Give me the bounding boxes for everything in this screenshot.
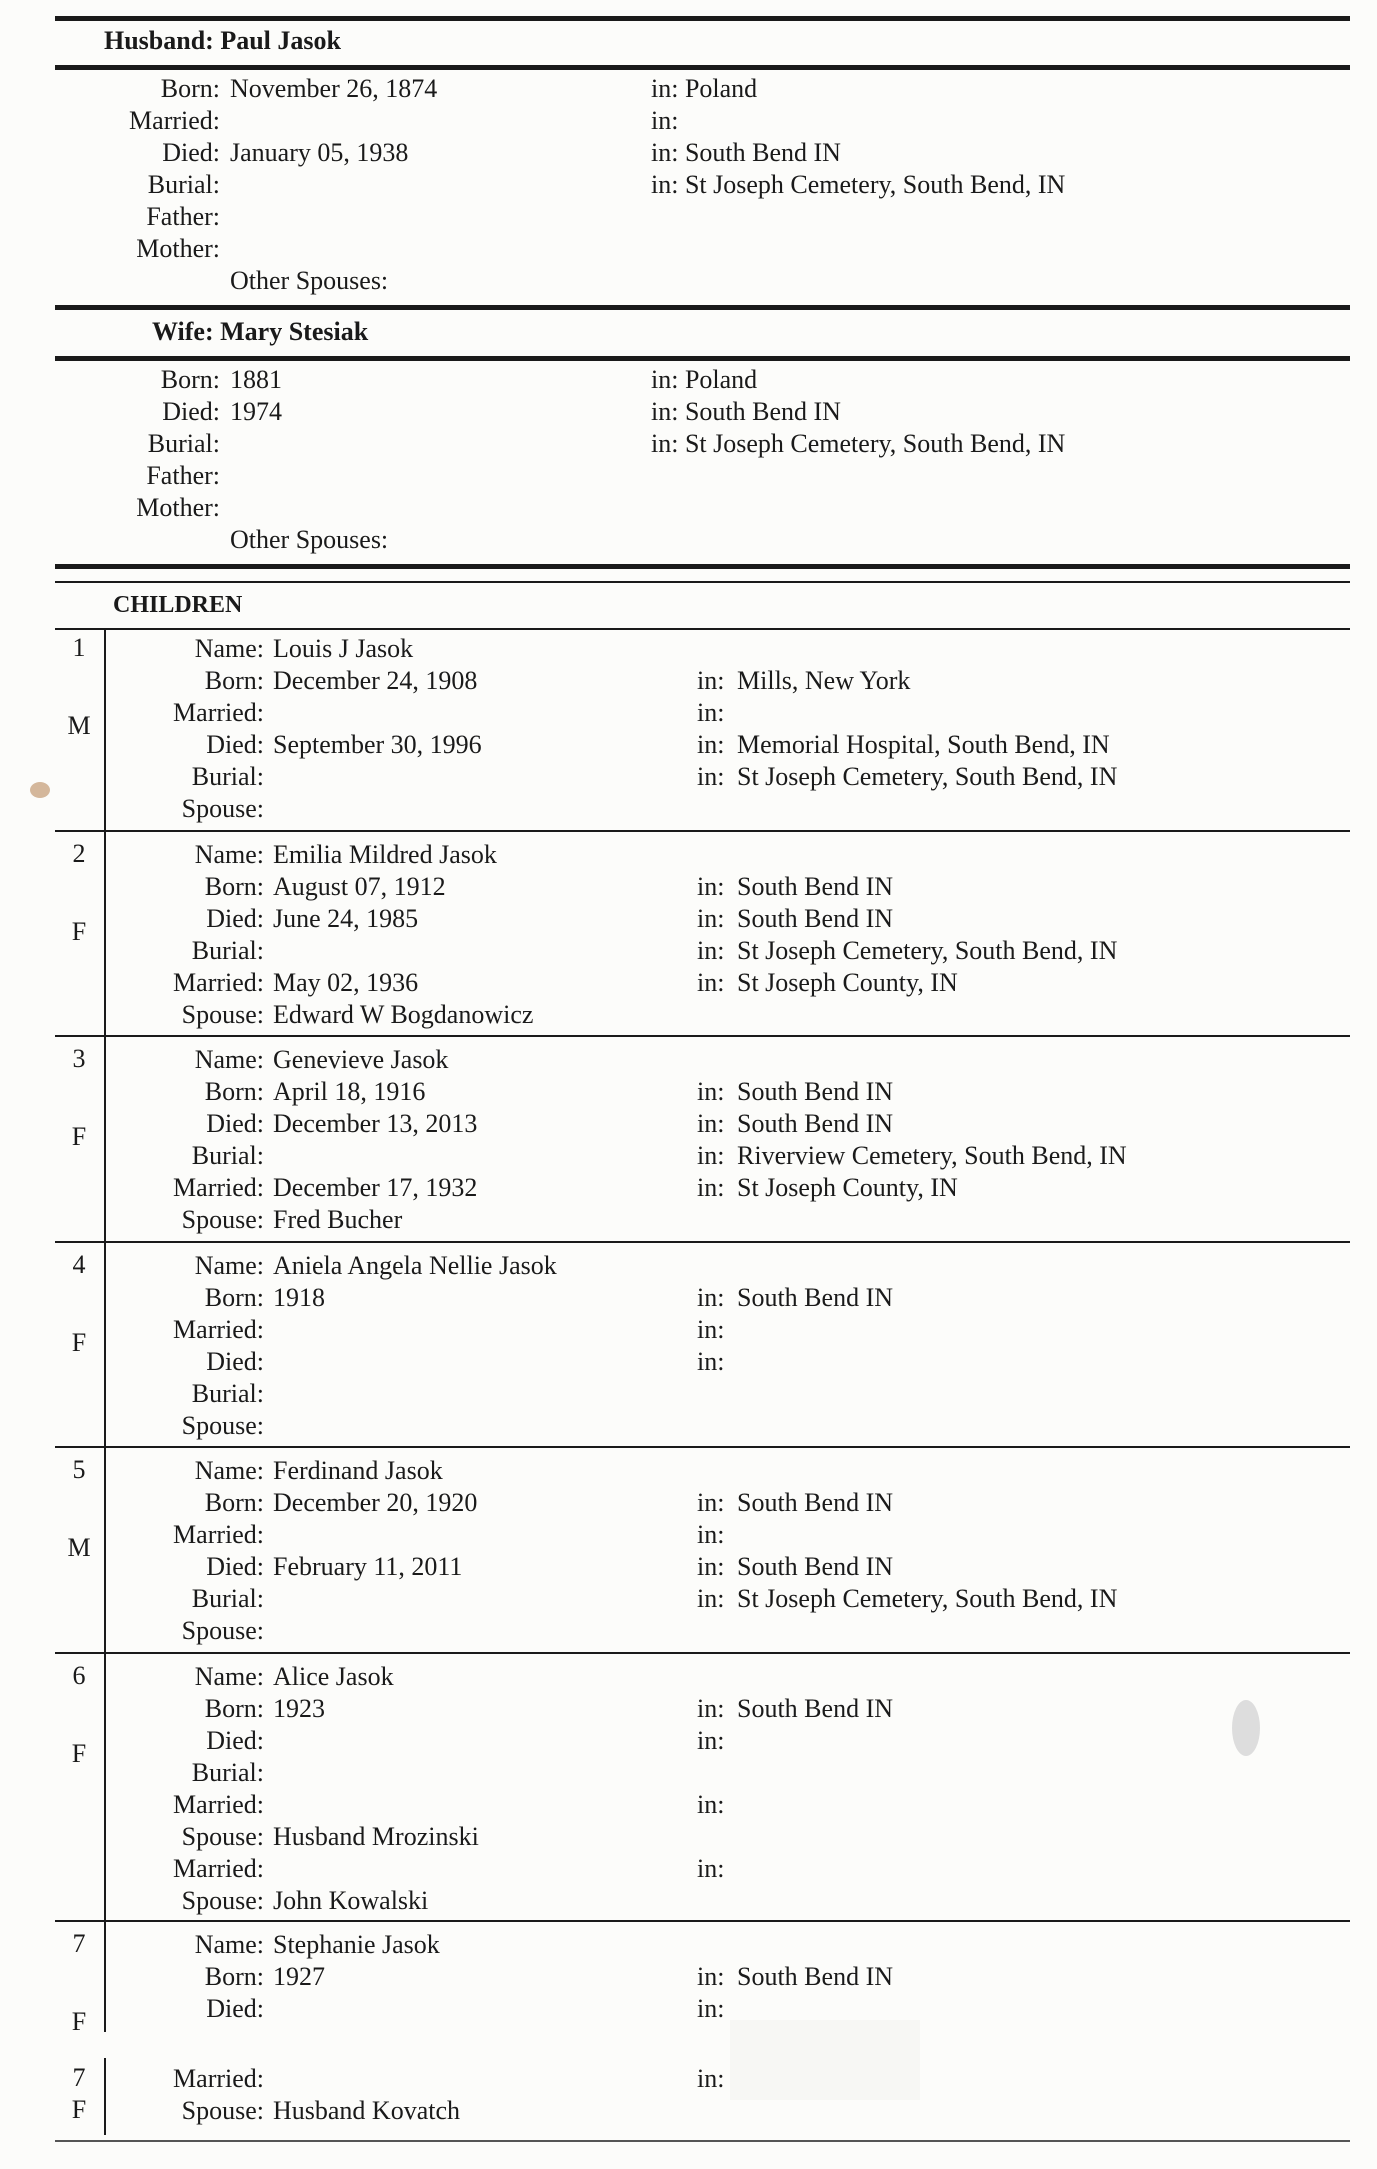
child-field-in-label: in: (697, 1584, 725, 1613)
child-field-label: Died: (206, 1347, 264, 1376)
child-field-in-label: in: (697, 1488, 725, 1517)
child-field-in-label: in: (697, 872, 725, 901)
child-field-place: South Bend IN (737, 1077, 893, 1106)
child-field-label: Spouse: (181, 1822, 264, 1851)
child-field-label: Name: (194, 1045, 264, 1074)
husband-born-place: Poland (684, 74, 758, 103)
children-heading: CHILDREN (113, 592, 243, 618)
husband-married-label: Married: (129, 106, 220, 135)
child-field-place: South Bend IN (737, 1552, 893, 1581)
child-field-in-label: in: (697, 730, 725, 759)
child-field-label: Died: (206, 1109, 264, 1138)
child-sex: M (67, 711, 91, 740)
child-field-place: South Bend IN (737, 1694, 893, 1723)
child-field-in-label: in: (697, 1109, 725, 1138)
husband-heading (104, 25, 341, 57)
child-sex: M (67, 1533, 91, 1562)
child-number: 1 (72, 633, 86, 662)
child-field-label: Name: (194, 1456, 264, 1485)
child-sex: F (71, 1328, 87, 1357)
child-field-in-label: in: (697, 666, 725, 695)
child-sex: F (71, 1122, 87, 1151)
top-rule (55, 16, 1350, 21)
child-field-label: Died: (206, 730, 264, 759)
child-field-value: Fred Bucher (273, 1205, 403, 1234)
child-number: 5 (72, 1455, 86, 1484)
child-field-label: Name: (194, 840, 264, 869)
child-field-value: Husband Mrozinski (273, 1822, 479, 1851)
continuation-spouse-value: Husband Kovatch (273, 2096, 461, 2125)
child-field-value: 1923 (273, 1694, 325, 1723)
child-field-label: Died: (206, 1552, 264, 1581)
child-field-place: St Joseph Cemetery, South Bend, IN (737, 936, 1118, 965)
child-number: 2 (72, 839, 86, 868)
child-field-place: South Bend IN (737, 1283, 893, 1312)
child-separator (55, 1035, 1350, 1037)
child-field-label: Burial: (191, 762, 264, 791)
child-field-label: Burial: (191, 1758, 264, 1787)
child-field-label: Died: (206, 1994, 264, 2023)
wife-died-value: 1974 (230, 397, 282, 426)
child-field-label: Married: (173, 1173, 264, 1202)
child-field-label: Died: (206, 1726, 264, 1755)
child-field-place: Riverview Cemetery, South Bend, IN (737, 1141, 1127, 1170)
children-left-rule (104, 630, 106, 2032)
child-field-value: June 24, 1985 (273, 904, 419, 933)
child-field-in-label: in: (697, 1520, 725, 1549)
children-top-rule (55, 564, 1350, 569)
child-sex: F (71, 917, 87, 946)
child-field-value: Louis J Jasok (273, 634, 414, 663)
child-field-in-label: in: (697, 1141, 725, 1170)
child-field-value: December 20, 1920 (273, 1488, 478, 1517)
bottom-rule (55, 2140, 1350, 2142)
husband-other-spouses-label: Other Spouses: (230, 266, 389, 295)
child-field-label: Born: (204, 1077, 264, 1106)
wife-father-label: Father: (146, 461, 220, 490)
children-heading-rule (55, 628, 1350, 630)
husband-burial-place: St Joseph Cemetery, South Bend, IN (684, 170, 1066, 199)
child-field-value: Stephanie Jasok (273, 1930, 440, 1959)
child-field-label: Name: (194, 634, 264, 663)
child-field-label: Burial: (191, 1141, 264, 1170)
child-field-in-label: in: (697, 698, 725, 727)
child-field-value: 1927 (273, 1962, 325, 1991)
child-field-value: Aniela Angela Nellie Jasok (273, 1251, 557, 1280)
wife-died-label: Died: (162, 397, 220, 426)
child-field-value: May 02, 1936 (273, 968, 419, 997)
child-field-label: Spouse: (181, 1411, 264, 1440)
child-field-value: Alice Jasok (273, 1662, 394, 1691)
wife-born-in: in: Poland (651, 365, 758, 394)
child-number: 6 (72, 1661, 86, 1690)
wife-born-place: Poland (684, 365, 758, 394)
child-field-value: August 07, 1912 (273, 872, 446, 901)
wife-mother-label: Mother: (136, 493, 220, 522)
child-field-in-label: in: (697, 1962, 725, 1991)
child-field-in-label: in: (697, 1283, 725, 1312)
child-field-in-label: in: (697, 968, 725, 997)
wife-top-rule (55, 305, 1350, 310)
child-field-place: South Bend IN (737, 1109, 893, 1138)
child-field-place: St Joseph County, IN (737, 968, 958, 997)
child-field-label: Name: (194, 1251, 264, 1280)
child-field-place: South Bend IN (737, 872, 893, 901)
child-field-label: Born: (204, 1962, 264, 1991)
paper-stain (30, 782, 50, 798)
child-field-label: Married: (173, 968, 264, 997)
wife-born-label: Born: (160, 365, 220, 394)
wife-born-value: 1881 (230, 365, 282, 394)
child-field-value: Edward W Bogdanowicz (273, 1000, 534, 1029)
child-field-label: Name: (194, 1930, 264, 1959)
child-separator (55, 1446, 1350, 1448)
child-field-label: Married: (173, 1520, 264, 1549)
continuation-number: 7 (72, 2063, 86, 2092)
child-field-value: Ferdinand Jasok (273, 1456, 443, 1485)
child-separator (55, 1652, 1350, 1654)
wife-burial-place: St Joseph Cemetery, South Bend, IN (684, 429, 1066, 458)
child-field-in-label: in: (697, 762, 725, 791)
child-field-label: Spouse: (181, 794, 264, 823)
husband-died-place: South Bend IN (684, 138, 841, 167)
child-field-place: St Joseph Cemetery, South Bend, IN (737, 1584, 1118, 1613)
child-field-in-label: in: (697, 1854, 725, 1883)
child-field-in-label: in: (697, 1315, 725, 1344)
child-field-in-label: in: (697, 1077, 725, 1106)
child-field-label: Spouse: (181, 1205, 264, 1234)
child-field-label: Born: (204, 1694, 264, 1723)
husband-burial-in: in: St Joseph Cemetery, South Bend, IN (651, 170, 1066, 199)
continuation-sex: F (71, 2095, 87, 2124)
wife-heading (152, 316, 368, 348)
child-field-place: South Bend IN (737, 1488, 893, 1517)
child-field-value: February 11, 2011 (273, 1552, 463, 1581)
child-field-value: December 13, 2013 (273, 1109, 478, 1138)
child-separator (55, 1241, 1350, 1243)
child-sex: F (71, 1739, 87, 1768)
continuation-left-rule (104, 2058, 106, 2135)
husband-heading-label: Husband: (104, 26, 214, 55)
child-field-value: 1918 (273, 1283, 325, 1312)
child-field-label: Born: (204, 1488, 264, 1517)
child-field-place: St Joseph Cemetery, South Bend, IN (737, 762, 1118, 791)
child-separator (55, 1920, 1350, 1922)
child-field-in-label: in: (697, 1173, 725, 1202)
wife-died-in: in: South Bend IN (651, 397, 841, 426)
husband-married-in: in: (651, 106, 679, 135)
husband-father-label: Father: (146, 202, 220, 231)
husband-rule (55, 65, 1350, 70)
paper-smudge (1232, 1700, 1260, 1756)
husband-born-in: in: Poland (651, 74, 758, 103)
husband-died-in: in: South Bend IN (651, 138, 841, 167)
wife-name: Mary Stesiak (220, 317, 369, 346)
child-field-in-label: in: (697, 1694, 725, 1723)
child-field-label: Born: (204, 666, 264, 695)
child-field-label: Spouse: (181, 1616, 264, 1645)
child-number: 7 (72, 1929, 86, 1958)
husband-mother-label: Mother: (136, 234, 220, 263)
child-field-value: December 17, 1932 (273, 1173, 478, 1202)
wife-other-spouses-label: Other Spouses: (230, 525, 389, 554)
husband-born-label: Born: (160, 74, 220, 103)
child-field-value: John Kowalski (273, 1886, 429, 1915)
wife-burial-in: in: St Joseph Cemetery, South Bend, IN (651, 429, 1066, 458)
child-field-label: Spouse: (181, 1886, 264, 1915)
child-field-label: Name: (194, 1662, 264, 1691)
child-field-label: Married: (173, 698, 264, 727)
husband-born-value: November 26, 1874 (230, 74, 438, 103)
child-field-label: Burial: (191, 1584, 264, 1613)
child-field-value: April 18, 1916 (273, 1077, 426, 1106)
wife-died-place: South Bend IN (684, 397, 841, 426)
paper-erasure (730, 2020, 920, 2100)
child-field-value: September 30, 1996 (273, 730, 482, 759)
child-field-in-label: in: (697, 1726, 725, 1755)
continuation-married-in: in: (697, 2064, 725, 2093)
child-field-label: Burial: (191, 936, 264, 965)
husband-name: Paul Jasok (220, 26, 341, 55)
child-number: 3 (72, 1044, 86, 1073)
child-field-in-label: in: (697, 1347, 725, 1376)
wife-rule (55, 356, 1350, 361)
continuation-married-label: Married: (173, 2064, 264, 2093)
child-field-label: Died: (206, 904, 264, 933)
children-top-rule-2 (55, 581, 1350, 583)
child-separator (55, 830, 1350, 832)
continuation-spouse-label: Spouse: (181, 2096, 264, 2125)
child-field-value: December 24, 1908 (273, 666, 478, 695)
child-field-value: Genevieve Jasok (273, 1045, 449, 1074)
child-field-label: Married: (173, 1854, 264, 1883)
wife-heading-label: Wife: (152, 317, 214, 346)
child-field-place: St Joseph County, IN (737, 1173, 958, 1202)
child-field-label: Spouse: (181, 1000, 264, 1029)
child-number: 4 (72, 1250, 86, 1279)
husband-burial-label: Burial: (147, 170, 220, 199)
child-field-in-label: in: (697, 936, 725, 965)
child-field-label: Married: (173, 1790, 264, 1819)
child-field-in-label: in: (697, 1790, 725, 1819)
child-field-in-label: in: (697, 1552, 725, 1581)
child-field-label: Born: (204, 872, 264, 901)
child-field-label: Born: (204, 1283, 264, 1312)
child-field-place: South Bend IN (737, 1962, 893, 1991)
child-sex: F (71, 2007, 87, 2036)
child-field-label: Burial: (191, 1379, 264, 1408)
child-field-in-label: in: (697, 904, 725, 933)
husband-died-value: January 05, 1938 (230, 138, 409, 167)
wife-burial-label: Burial: (147, 429, 220, 458)
child-field-place: Mills, New York (737, 666, 911, 695)
child-field-in-label: in: (697, 1994, 725, 2023)
husband-died-label: Died: (162, 138, 220, 167)
child-field-label: Married: (173, 1315, 264, 1344)
child-field-value: Emilia Mildred Jasok (273, 840, 497, 869)
child-field-place: South Bend IN (737, 904, 893, 933)
child-field-place: Memorial Hospital, South Bend, IN (737, 730, 1110, 759)
